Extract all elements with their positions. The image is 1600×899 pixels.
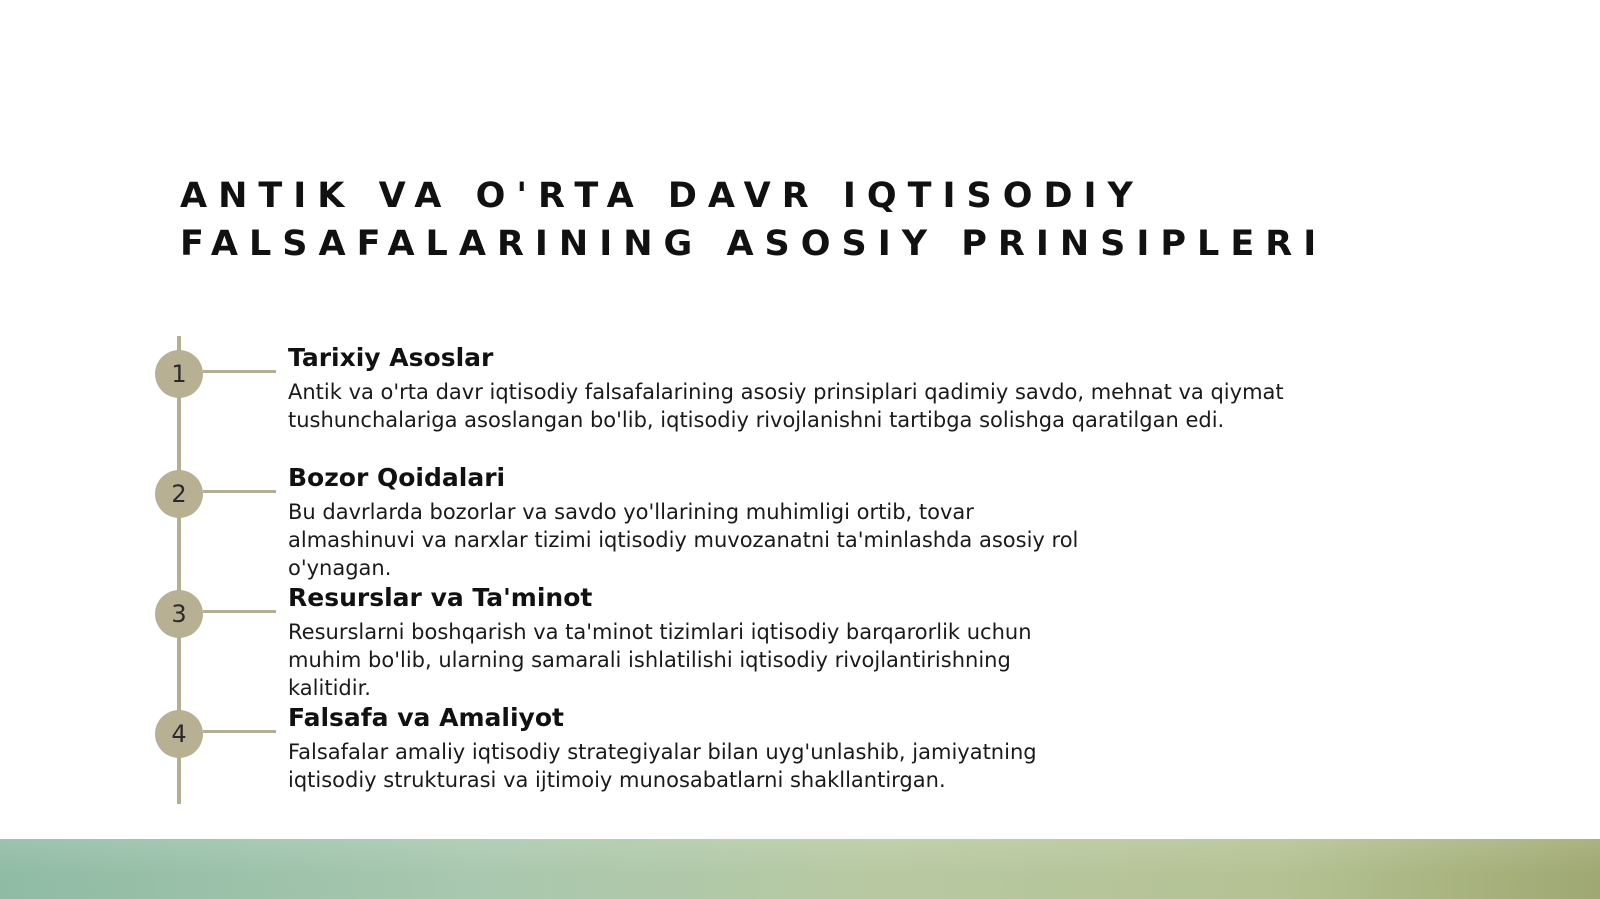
step-description: Falsafalar amaliy iqtisodiy strategiyalar bilan uyg'unlashib, jamiyatning iqtisodiy strukturasi va ijtimoiy munosabatlarni shakllantirgan. xyxy=(288,740,1037,792)
step-number-badge: 4 xyxy=(155,710,203,758)
slide-title: ANTIK VA O'RTA DAVR IQTISODIY FALSAFALARINING ASOSIY PRINSIPLERI xyxy=(180,176,1328,264)
step-description: Resurslarni boshqarish va ta'minot tizimlari iqtisodiy barqarorlik uchun muhim bo'lib, ularning samarali ishlatilishi iqtisodiy rivojlantirishning kalitidir. xyxy=(288,620,1032,700)
decorative-bottom-band xyxy=(0,839,1600,899)
step-title: Tarixiy Asoslar xyxy=(288,343,494,372)
step-connector xyxy=(203,490,276,493)
step-number-badge: 3 xyxy=(155,590,203,638)
step-title: Resurslar va Ta'minot xyxy=(288,583,593,612)
step-title: Falsafa va Amaliyot xyxy=(288,703,564,732)
step-connector xyxy=(203,730,276,733)
step-description: Antik va o'rta davr iqtisodiy falsafalarining asosiy prinsiplari qadimiy savdo, mehnat va qiymat tushunchalariga asoslangan bo'lib, iqtisodiy rivojlanishni tartibga solishga qaratilgan edi. xyxy=(288,380,1284,432)
step-title: Bozor Qoidalari xyxy=(288,463,506,492)
step-number-badge: 1 xyxy=(155,350,203,398)
step-description: Bu davrlarda bozorlar va savdo yo'llarining muhimligi ortib, tovar almashinuvi va narxlar tizimi iqtisodiy muvozanatni ta'minlashda asosiy rol o'ynagan. xyxy=(288,500,1079,580)
step-connector xyxy=(203,610,276,613)
step-connector xyxy=(203,370,276,373)
step-number-badge: 2 xyxy=(155,470,203,518)
